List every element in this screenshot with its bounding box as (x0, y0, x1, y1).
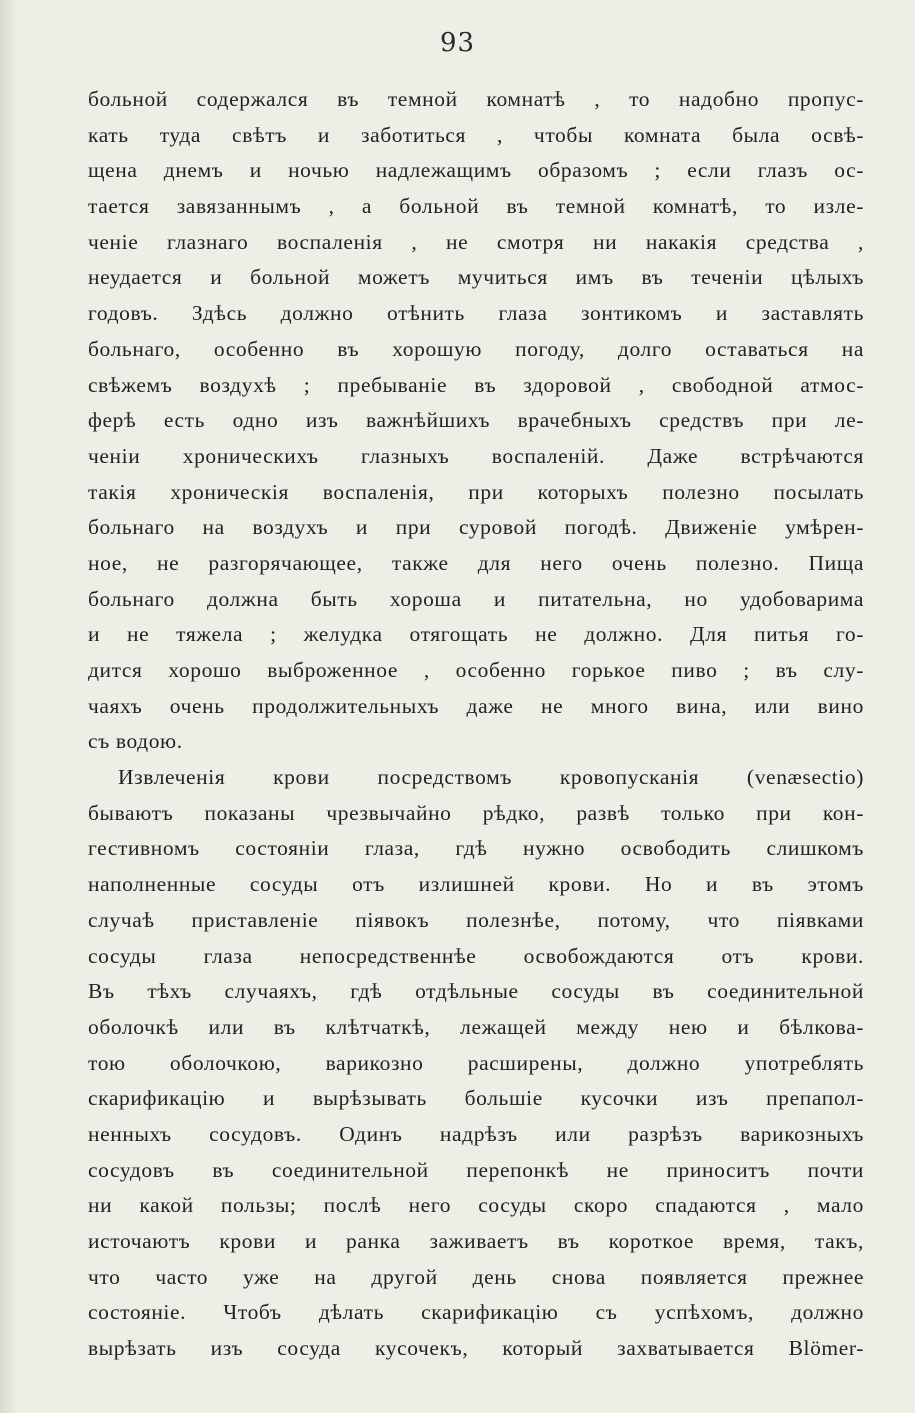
text-line: бываютъ показаны чрезвычайно рѣдко, развѣ только при кон- (88, 800, 864, 825)
text-line: вырѣзать изъ сосуда кусочекъ, который захватывается Blömer- (88, 1336, 864, 1361)
page-number: 93 (439, 28, 476, 58)
text-line: дится хорошо выброженное , особенно горькое пиво ; въ слу- (88, 658, 864, 682)
text-line: наполненные сосуды отъ излишней крови. Но и въ этомъ (88, 872, 864, 897)
text-line: ненныхъ сосудовъ. Одинъ надрѣзъ или разрѣзъ варикозныхъ (88, 1121, 864, 1146)
paragraph-start-line: Извлеченія крови посредствомъ кровопусканія (venæsectio) (118, 765, 864, 790)
text-line: больной содержался въ темной комнатѣ , то надобно пропус- (88, 87, 864, 111)
text-line: щена днемъ и ночью надлежащимъ образомъ ; если глазъ ос- (88, 158, 864, 183)
text-line: больнаго на воздухъ и при суровой погодѣ. Движеніе умѣрен- (88, 515, 864, 540)
text-line: Въ тѣхъ случаяхъ, гдѣ отдѣльные сосуды въ соединительной (88, 979, 864, 1004)
text-line: состояніе. Чтобъ дѣлать скарификацію съ успѣхомъ, должно (88, 1300, 864, 1325)
text-line: неудается и больной можетъ мучиться имъ въ теченіи цѣлыхъ (88, 265, 864, 290)
text-line: источаютъ крови и ранка заживаетъ въ короткое время, такъ, (88, 1229, 864, 1253)
text-line: тою оболочкою, варикозно расширены, должно употреблять (88, 1050, 864, 1075)
text-line: сосуды глаза непосредственнѣе освобождаются отъ крови. (88, 943, 864, 968)
text-line: свѣжемъ воздухѣ ; пребываніе въ здоровой , свободной атмос- (88, 372, 864, 397)
text-line: скарификацію и вырѣзывать большіе кусочки изъ препапол- (88, 1086, 864, 1111)
text-line: такія хроническія воспаленія, при которыхъ полезно посылать (88, 479, 864, 504)
text-line: больнаго, особенно въ хорошую погоду, долго оставаться на (88, 336, 864, 361)
text-line: и не тяжела ; желудка отягощать не должно. Для питья го- (88, 622, 864, 647)
scan-edge-shadow (0, 0, 18, 1413)
text-line: ченіи хроническихъ глазныхъ воспаленій. Даже встрѣчаются (88, 443, 864, 468)
text-line: что часто уже на другой день снова появляется прежнее (88, 1264, 864, 1289)
text-line: гестивномъ состояніи глаза, гдѣ нужно освободить слишкомъ (88, 836, 864, 861)
paragraph-end-line: съ водою. (88, 729, 183, 754)
text-line: кать туда свѣтъ и заботиться , чтобы комната была освѣ- (88, 122, 864, 147)
text-line: ное, не разгорячающее, также для него очень полезно. Пища (88, 550, 864, 575)
text-line: больнаго должна быть хороша и питательна, но удобоварима (88, 586, 864, 611)
text-line: чаяхъ очень продолжительныхъ даже не много вина, или вино (88, 693, 864, 718)
text-line: оболочкѣ или въ клѣтчаткѣ, лежащей между нею и бѣлкова- (88, 1014, 864, 1039)
text-line: ни какой пользы; послѣ него сосуды скоро спадаются , мало (88, 1193, 864, 1218)
text-line: ченіе глазнаго воспаленія , не смотря ни накакія средства , (88, 229, 864, 254)
text-line: случаѣ приставленіе піявокъ полезнѣе, потому, что піявками (88, 907, 864, 932)
text-line: тается завязаннымъ , а больной въ темной комнатѣ, то изле- (88, 194, 864, 219)
text-line: сосудовъ въ соединительной перепонкѣ не приноситъ почти (88, 1157, 864, 1182)
text-line: годовъ. Здѣсь должно отѣнить глаза зонтикомъ и заставлять (88, 301, 864, 326)
text-line: ферѣ есть одно изъ важнѣйшихъ врачебныхъ средствъ при ле- (88, 408, 864, 433)
body-text (88, 82, 864, 1367)
